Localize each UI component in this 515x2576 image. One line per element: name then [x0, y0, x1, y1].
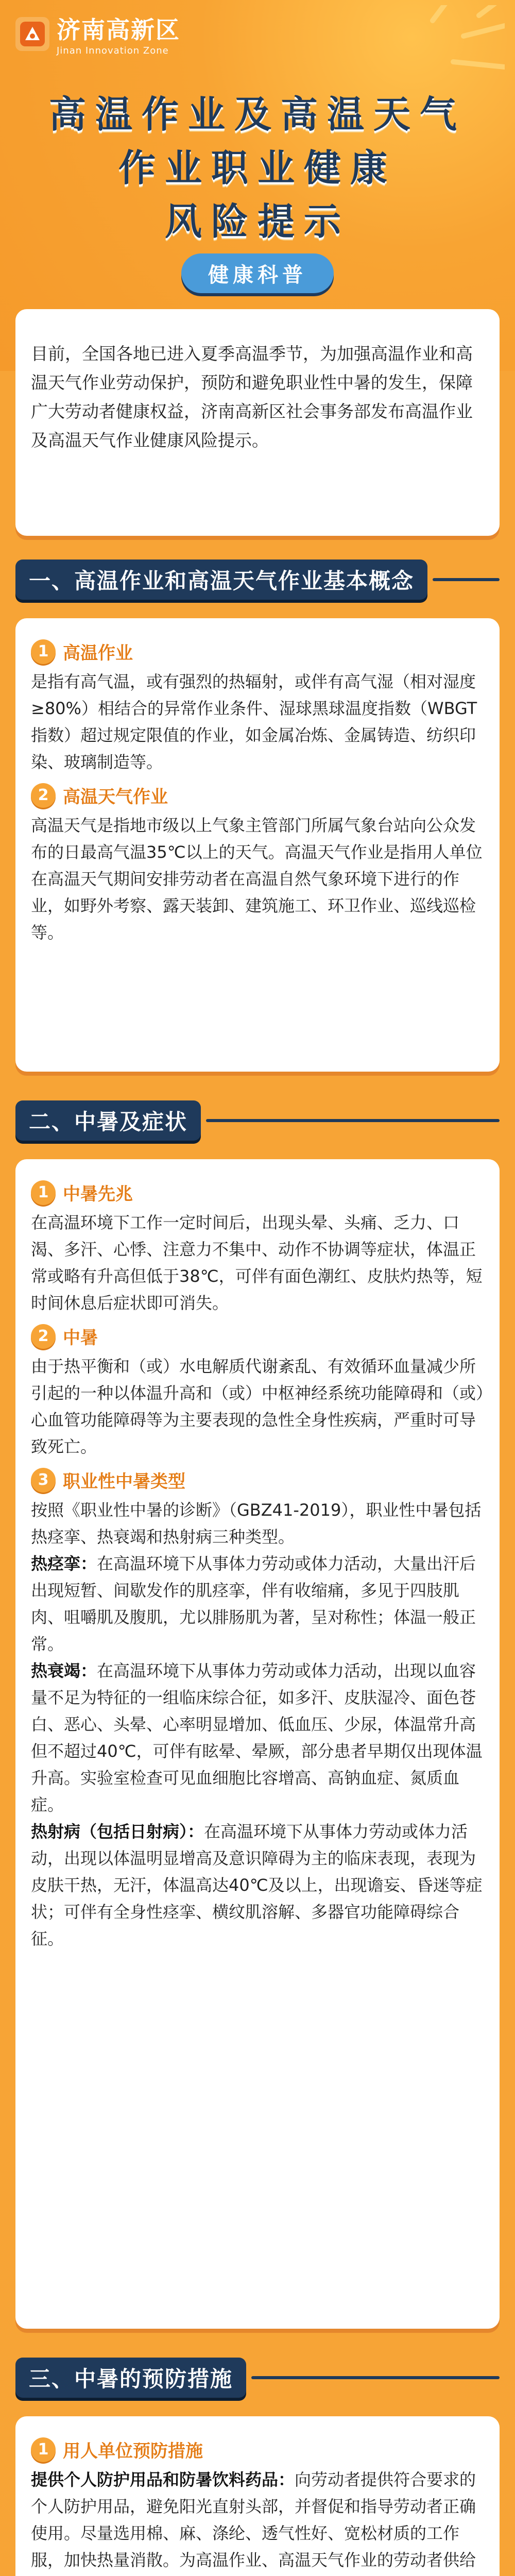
title-block: [0, 88, 515, 248]
title-line-2: 作业职业健康: [118, 146, 397, 190]
heat-type-2-name: 热衰竭：: [31, 1661, 97, 1681]
number-badge: 1: [31, 639, 56, 664]
section1-item-1-text: 是指有高气温，或有强烈的热辐射，或伴有高气湿（相对湿度≥80%）相结合的异常作业条件、湿球黑球温度指数（WBGT指数）超过规定限值的作业，如金属冶炼、金属铸造、纺织印染、玻璃制造等。: [31, 672, 477, 772]
section2-item-2-header: [31, 1324, 484, 1349]
heat-type-3-text: 在高温环境下从事体力劳动或体力活动，出现以体温明显增高及意识障碍为主的临床表现，表现为皮肤干热，无汗，体温高达40℃及以上，出现谵妄、昏迷等症状；可伴有全身性痉挛、横纹肌溶解、多器官功能障碍综合征。: [31, 1822, 483, 1948]
intro-card: [15, 309, 500, 536]
section1-card: [15, 618, 500, 1072]
section1-title: 一、高温作业和高温天气作业基本概念: [15, 560, 427, 600]
brand-subtitle: Jinan Innovation Zone: [57, 45, 169, 56]
heat-type-2: [31, 1657, 484, 1818]
intro-text: 目前，全国各地已进入夏季高温季节，为加强高温作业和高温天气作业劳动保护，预防和避免职业性中暑的发生，保障广大劳动者健康权益，济南高新区社会事务部发布高温作业及高温天气作业健康风险提示。: [31, 344, 473, 450]
heat-type-3: [31, 1818, 484, 1952]
brand: [15, 11, 180, 56]
banner-divider: [251, 2376, 500, 2379]
section2-banner: [15, 1097, 500, 1144]
section2-item-1-header: [31, 1180, 484, 1205]
section1-item-2-header: [31, 783, 484, 808]
brand-text: [57, 11, 180, 56]
number-badge: 2: [31, 783, 56, 808]
section1-item-2-text: 高温天气是指地市级以上气象主管部门所属气象台站向公众发布的日最高气温35℃以上的天气。高温天气作业是指用人单位在高温天气期间安排劳动者在高温自然气象环境下进行的作业，如野外考察、露天装卸、建筑施工、环卫作业、巡线巡检等。: [31, 816, 483, 942]
section2-item-1-title: 中暑先兆: [63, 1184, 133, 1205]
title-line-1: 高温作业及高温天气: [48, 93, 466, 136]
section1-item-1-title: 高温作业: [63, 643, 133, 664]
number-badge: 1: [31, 1180, 56, 1205]
section3-title: 三、中暑的预防措施: [15, 2358, 246, 2398]
heat-type-1-name: 热痉挛：: [31, 1554, 97, 1573]
section2-card: [15, 1159, 500, 2329]
section2-item-3-header: [31, 1467, 484, 1493]
heat-type-3-name: 热射病（包括日射病）：: [31, 1822, 204, 1841]
section3-card: [15, 2416, 500, 2576]
number-badge: 3: [31, 1468, 56, 1493]
section1-item-1-header: [31, 639, 484, 664]
section2-title: 二、中暑及症状: [15, 1100, 201, 1141]
section2-item-3-title: 职业性中暑类型: [63, 1471, 185, 1492]
section2-item-3-text: 按照《职业性中暑的诊断》（GBZ41-2019），职业性中暑包括热痉挛、热衰竭和热射病三种类型。: [31, 1500, 482, 1547]
heat-type-1-text: 在高温环境下从事体力劳动或体力活动，大量出汗后出现短暂、间歇发作的肌痉挛，伴有收缩痛，多见于四肢肌肉、咀嚼肌及腹肌，尤以腓肠肌为著，呈对称性；体温一般正常。: [31, 1554, 476, 1654]
brand-name: 济南高新区: [57, 16, 180, 44]
section2-item-1-text: 在高温环境下工作一定时间后，出现头晕、头痛、乏力、口渴、多汗、心悸、注意力不集中、动作不协调等症状，体温正常或略有升高但低于38℃，可伴有面色潮红、皮肤灼热等，短时间休息后症状即可消失。: [31, 1213, 483, 1313]
banner-divider: [433, 578, 500, 581]
subtitle-wrap: [0, 253, 515, 293]
section1-item-2-title: 高温天气作业: [63, 787, 168, 807]
employer-measure-1-name: 提供个人防护用品和防暑饮料药品：: [31, 2470, 295, 2489]
employer-measure-1-text: 向劳动者提供符合要求的个人防护用品，避免阳光直射头部，并督促和指导劳动者正确使用。尽量选用棉、麻、涤纶、透气性好、宽松材质的工作服，加快热量消散。为高温作业、高温天气作业的劳动者供给: [31, 2470, 476, 2570]
section1-banner: [15, 556, 500, 603]
section3-banner: [15, 2354, 500, 2401]
subtitle-pill: 健康科普: [181, 253, 334, 293]
heat-type-1: [31, 1550, 484, 1657]
title-line-3: 风险提示: [164, 200, 350, 243]
section2-item-2-text: 由于热平衡和（或）水电解质代谢紊乱、有效循环血量减少所引起的一种以体温升高和（或）中枢神经系统功能障碍和（或）心血管功能障碍等为主要表现的急性全身性疾病，严重时可导致死亡。: [31, 1357, 485, 1456]
number-badge: 2: [31, 1324, 56, 1349]
heat-type-2-text: 在高温环境下从事体力劳动或体力活动，出现以血容量不足为特征的一组临床综合征，如多汗、皮肤湿冷、面色苍白、恶心、头晕、心率明显增加、低血压、少尿，体温常升高但不超过40℃，可伴有眩晕、晕厥，部分患者早期仅出现体温升高。实验室检查可见血细胞比容增高、高钠血症、氮质血症。: [31, 1661, 483, 1815]
number-badge: 1: [31, 2437, 56, 2462]
brand-logo-icon: [15, 17, 49, 51]
employer-measure-1: [31, 2466, 484, 2576]
section3-item-1-title: 用人单位预防措施: [63, 2441, 203, 2462]
section2-item-2-title: 中暑: [63, 1328, 98, 1348]
section3-item-1-header: [31, 2437, 484, 2462]
banner-divider: [206, 1119, 500, 1122]
